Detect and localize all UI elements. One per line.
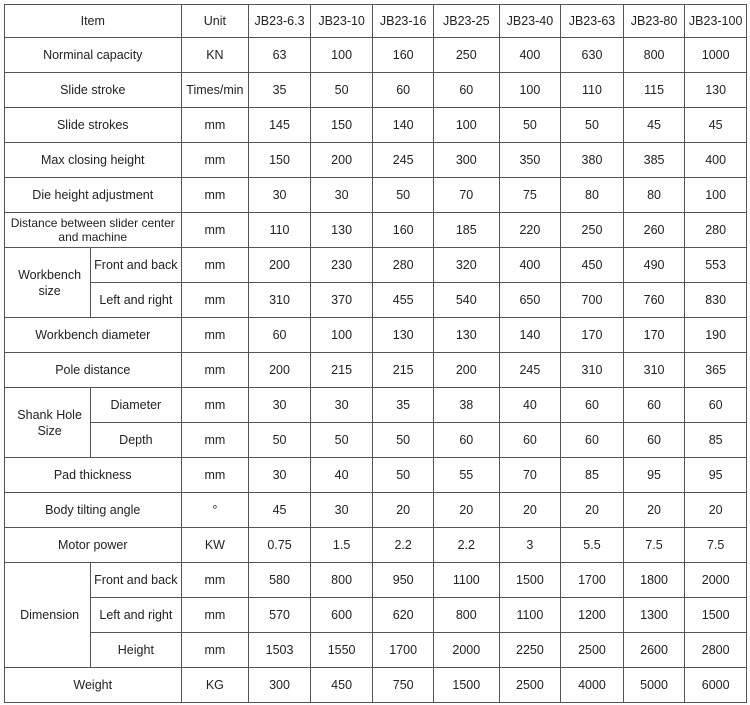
- value-cell: 55: [433, 458, 499, 493]
- row-unit: mm: [181, 353, 249, 388]
- value-cell: 1000: [685, 38, 747, 73]
- row-label: Workbench diameter: [5, 318, 182, 353]
- value-cell: 2.2: [373, 528, 434, 563]
- header-model: JB23-6.3: [249, 5, 311, 38]
- value-cell: 1200: [561, 598, 624, 633]
- value-cell: 750: [373, 668, 434, 703]
- row-unit: mm: [181, 143, 249, 178]
- value-cell: 100: [310, 318, 373, 353]
- value-cell: 800: [433, 598, 499, 633]
- value-cell: 1500: [685, 598, 747, 633]
- table-row: [5, 38, 747, 73]
- row-label: Weight: [5, 668, 182, 703]
- row-unit: mm: [181, 318, 249, 353]
- value-cell: 1100: [433, 563, 499, 598]
- header-model: JB23-63: [561, 5, 624, 38]
- value-cell: 60: [433, 73, 499, 108]
- table-row: [5, 73, 747, 108]
- value-cell: 245: [373, 143, 434, 178]
- value-cell: 760: [623, 283, 685, 318]
- row-label: Pad thickness: [5, 458, 182, 493]
- row-label: Pole distance: [5, 353, 182, 388]
- value-cell: 2600: [623, 633, 685, 668]
- value-cell: 650: [499, 283, 561, 318]
- value-cell: 1500: [499, 563, 561, 598]
- row-unit: mm: [181, 423, 249, 458]
- value-cell: 1.5: [310, 528, 373, 563]
- value-cell: 400: [499, 38, 561, 73]
- value-cell: 30: [249, 178, 311, 213]
- table-row: [5, 108, 747, 143]
- value-cell: 20: [433, 493, 499, 528]
- table-row: [5, 563, 747, 598]
- value-cell: 40: [310, 458, 373, 493]
- value-cell: 1300: [623, 598, 685, 633]
- value-cell: 50: [373, 178, 434, 213]
- value-cell: 60: [249, 318, 311, 353]
- value-cell: 215: [310, 353, 373, 388]
- table-row: [5, 423, 747, 458]
- value-cell: 170: [561, 318, 624, 353]
- value-cell: 245: [499, 353, 561, 388]
- row-label: Depth: [91, 423, 181, 458]
- row-unit: mm: [181, 283, 249, 318]
- value-cell: 63: [249, 38, 311, 73]
- row-unit: mm: [181, 388, 249, 423]
- value-cell: 100: [499, 73, 561, 108]
- value-cell: 45: [623, 108, 685, 143]
- value-cell: 20: [373, 493, 434, 528]
- value-cell: 50: [561, 108, 624, 143]
- value-cell: 215: [373, 353, 434, 388]
- table-row: [5, 388, 747, 423]
- value-cell: 60: [561, 388, 624, 423]
- value-cell: 540: [433, 283, 499, 318]
- row-label: Left and right: [91, 598, 181, 633]
- value-cell: 950: [373, 563, 434, 598]
- row-unit: KN: [181, 38, 249, 73]
- value-cell: 310: [623, 353, 685, 388]
- value-cell: 385: [623, 143, 685, 178]
- value-cell: 2500: [499, 668, 561, 703]
- value-cell: 553: [685, 248, 747, 283]
- table-row: [5, 178, 747, 213]
- value-cell: 185: [433, 213, 499, 248]
- value-cell: 100: [310, 38, 373, 73]
- value-cell: 30: [310, 493, 373, 528]
- value-cell: 140: [499, 318, 561, 353]
- table-row: [5, 458, 747, 493]
- value-cell: 160: [373, 38, 434, 73]
- value-cell: 20: [499, 493, 561, 528]
- value-cell: 310: [249, 283, 311, 318]
- value-cell: 100: [433, 108, 499, 143]
- row-unit: mm: [181, 598, 249, 633]
- value-cell: 50: [499, 108, 561, 143]
- value-cell: 35: [373, 388, 434, 423]
- value-cell: 630: [561, 38, 624, 73]
- value-cell: 800: [310, 563, 373, 598]
- value-cell: 20: [561, 493, 624, 528]
- group-label: Workbench size: [5, 248, 91, 318]
- value-cell: 130: [310, 213, 373, 248]
- value-cell: 50: [310, 423, 373, 458]
- value-cell: 1100: [499, 598, 561, 633]
- value-cell: 85: [685, 423, 747, 458]
- value-cell: 230: [310, 248, 373, 283]
- value-cell: 100: [685, 178, 747, 213]
- value-cell: 1700: [373, 633, 434, 668]
- value-cell: 260: [623, 213, 685, 248]
- header-model: JB23-16: [373, 5, 434, 38]
- value-cell: 170: [623, 318, 685, 353]
- value-cell: 50: [249, 423, 311, 458]
- value-cell: 95: [685, 458, 747, 493]
- row-unit: mm: [181, 563, 249, 598]
- value-cell: 250: [433, 38, 499, 73]
- value-cell: 5000: [623, 668, 685, 703]
- value-cell: 200: [249, 353, 311, 388]
- value-cell: 110: [561, 73, 624, 108]
- row-unit: Times/min: [181, 73, 249, 108]
- value-cell: 830: [685, 283, 747, 318]
- value-cell: 40: [499, 388, 561, 423]
- value-cell: 250: [561, 213, 624, 248]
- row-label: Motor power: [5, 528, 182, 563]
- value-cell: 450: [561, 248, 624, 283]
- value-cell: 400: [685, 143, 747, 178]
- value-cell: 220: [499, 213, 561, 248]
- value-cell: 50: [310, 73, 373, 108]
- value-cell: 200: [433, 353, 499, 388]
- table-row: [5, 353, 747, 388]
- row-unit: mm: [181, 633, 249, 668]
- value-cell: 80: [623, 178, 685, 213]
- value-cell: 50: [373, 458, 434, 493]
- table-row: [5, 633, 747, 668]
- value-cell: 280: [373, 248, 434, 283]
- value-cell: 2000: [433, 633, 499, 668]
- value-cell: 4000: [561, 668, 624, 703]
- value-cell: 310: [561, 353, 624, 388]
- value-cell: 300: [249, 668, 311, 703]
- value-cell: 300: [433, 143, 499, 178]
- row-label: Diameter: [91, 388, 181, 423]
- value-cell: 160: [373, 213, 434, 248]
- row-label: Height: [91, 633, 181, 668]
- value-cell: 350: [499, 143, 561, 178]
- value-cell: 115: [623, 73, 685, 108]
- value-cell: 200: [310, 143, 373, 178]
- value-cell: 35: [249, 73, 311, 108]
- header-unit: Unit: [181, 5, 249, 38]
- row-label: Body tilting angle: [5, 493, 182, 528]
- value-cell: 455: [373, 283, 434, 318]
- value-cell: 38: [433, 388, 499, 423]
- value-cell: 60: [499, 423, 561, 458]
- table-row: [5, 528, 747, 563]
- value-cell: 0.75: [249, 528, 311, 563]
- value-cell: 2000: [685, 563, 747, 598]
- value-cell: 30: [249, 388, 311, 423]
- value-cell: 450: [310, 668, 373, 703]
- header-model: JB23-40: [499, 5, 561, 38]
- row-label: Front and back: [91, 563, 181, 598]
- value-cell: 150: [249, 143, 311, 178]
- value-cell: 380: [561, 143, 624, 178]
- value-cell: 70: [499, 458, 561, 493]
- table-row: [5, 283, 747, 318]
- table-row: [5, 248, 747, 283]
- value-cell: 20: [685, 493, 747, 528]
- value-cell: 620: [373, 598, 434, 633]
- value-cell: 60: [623, 423, 685, 458]
- value-cell: 1500: [433, 668, 499, 703]
- row-unit: KW: [181, 528, 249, 563]
- header-model: JB23-80: [623, 5, 685, 38]
- row-unit: mm: [181, 248, 249, 283]
- value-cell: 580: [249, 563, 311, 598]
- header-model: JB23-10: [310, 5, 373, 38]
- header-item: Item: [5, 5, 182, 38]
- value-cell: 60: [623, 388, 685, 423]
- group-label: Dimension: [5, 563, 91, 668]
- value-cell: 140: [373, 108, 434, 143]
- value-cell: 130: [433, 318, 499, 353]
- header-model: JB23-100: [685, 5, 747, 38]
- value-cell: 280: [685, 213, 747, 248]
- value-cell: 600: [310, 598, 373, 633]
- value-cell: 20: [623, 493, 685, 528]
- value-cell: 7.5: [685, 528, 747, 563]
- value-cell: 95: [623, 458, 685, 493]
- table-row: [5, 493, 747, 528]
- value-cell: 30: [310, 388, 373, 423]
- value-cell: 80: [561, 178, 624, 213]
- table-row: [5, 668, 747, 703]
- row-unit: mm: [181, 213, 249, 248]
- value-cell: 1700: [561, 563, 624, 598]
- row-unit: °: [181, 493, 249, 528]
- value-cell: 7.5: [623, 528, 685, 563]
- value-cell: 2.2: [433, 528, 499, 563]
- value-cell: 70: [433, 178, 499, 213]
- value-cell: 400: [499, 248, 561, 283]
- spec-table: [4, 4, 747, 703]
- value-cell: 145: [249, 108, 311, 143]
- value-cell: 2500: [561, 633, 624, 668]
- value-cell: 45: [685, 108, 747, 143]
- value-cell: 60: [685, 388, 747, 423]
- value-cell: 130: [373, 318, 434, 353]
- value-cell: 490: [623, 248, 685, 283]
- value-cell: 2250: [499, 633, 561, 668]
- value-cell: 60: [433, 423, 499, 458]
- value-cell: 6000: [685, 668, 747, 703]
- value-cell: 50: [373, 423, 434, 458]
- value-cell: 130: [685, 73, 747, 108]
- row-unit: mm: [181, 108, 249, 143]
- value-cell: 30: [310, 178, 373, 213]
- row-label: Max closing height: [5, 143, 182, 178]
- row-label: Norminal capacity: [5, 38, 182, 73]
- value-cell: 30: [249, 458, 311, 493]
- table-row: [5, 143, 747, 178]
- row-label: Slide stroke: [5, 73, 182, 108]
- row-label: Left and right: [91, 283, 181, 318]
- value-cell: 320: [433, 248, 499, 283]
- value-cell: 370: [310, 283, 373, 318]
- table-row: [5, 598, 747, 633]
- row-label: Front and back: [91, 248, 181, 283]
- header-model: JB23-25: [433, 5, 499, 38]
- value-cell: 60: [373, 73, 434, 108]
- value-cell: 85: [561, 458, 624, 493]
- value-cell: 75: [499, 178, 561, 213]
- value-cell: 45: [249, 493, 311, 528]
- value-cell: 3: [499, 528, 561, 563]
- group-label: Shank Hole Size: [5, 388, 91, 458]
- header-row: [5, 5, 747, 38]
- value-cell: 2800: [685, 633, 747, 668]
- row-label: Slide strokes: [5, 108, 182, 143]
- value-cell: 1503: [249, 633, 311, 668]
- value-cell: 60: [561, 423, 624, 458]
- value-cell: 5.5: [561, 528, 624, 563]
- value-cell: 200: [249, 248, 311, 283]
- row-unit: mm: [181, 458, 249, 493]
- row-label: Distance between slider center and machine: [5, 213, 182, 248]
- row-label: Die height adjustment: [5, 178, 182, 213]
- value-cell: 190: [685, 318, 747, 353]
- table-row: [5, 318, 747, 353]
- value-cell: 150: [310, 108, 373, 143]
- value-cell: 1550: [310, 633, 373, 668]
- value-cell: 700: [561, 283, 624, 318]
- row-unit: mm: [181, 178, 249, 213]
- value-cell: 110: [249, 213, 311, 248]
- value-cell: 800: [623, 38, 685, 73]
- row-unit: KG: [181, 668, 249, 703]
- table-row: [5, 213, 747, 248]
- value-cell: 570: [249, 598, 311, 633]
- value-cell: 1800: [623, 563, 685, 598]
- value-cell: 365: [685, 353, 747, 388]
